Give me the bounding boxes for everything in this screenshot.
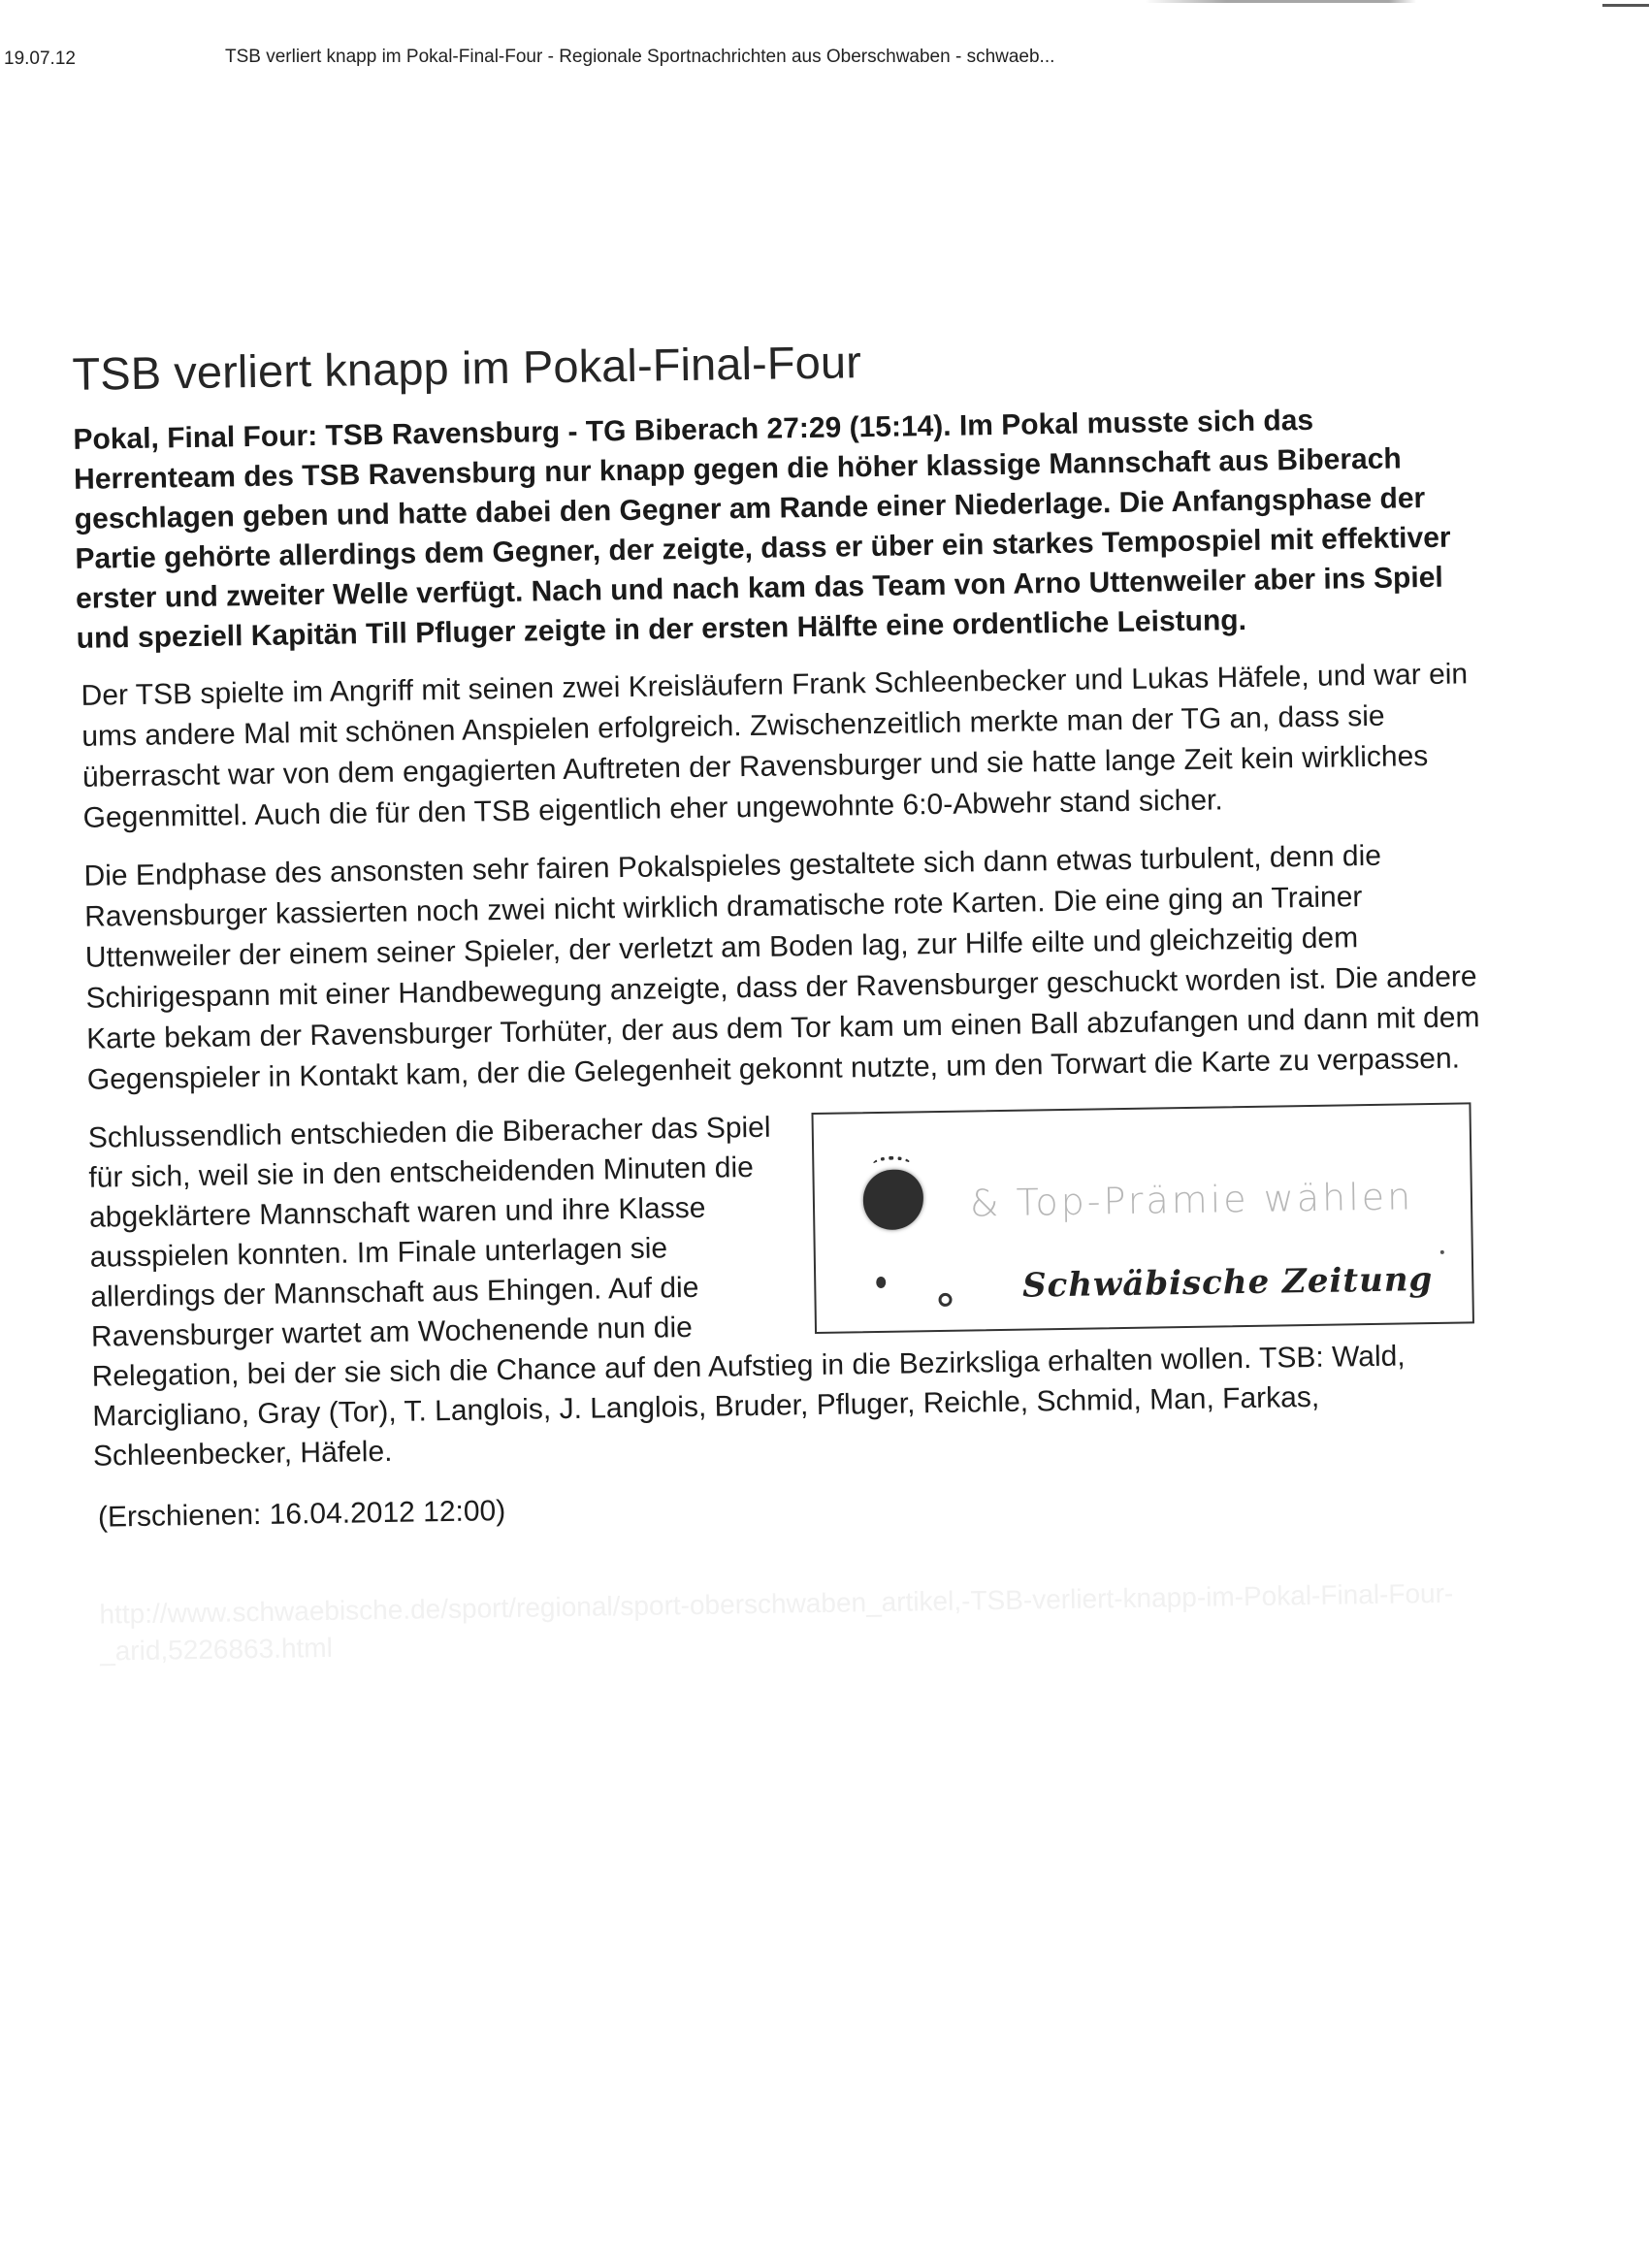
article-closing-section [87,1096,1490,1476]
published-date: (Erschienen: 16.04.2012 12:00) [97,1495,506,1534]
article-lead: Pokal, Final Four: TSB Ravensburg - TG Biberach 27:29 (15:14). Im Pokal musste sich das Herrenteam des TSB Ravensburg nur knapp gegen die höher klassige Mannschaft aus Biberach geschlagen geben und hatte dabei den Gegner am Rande einer Niederlage. Die Anfangsphase der Partie gehörte allerdings dem Gegner, der zeigte, dass er über ein starkes Tempospiel mit effektiver erster und zweiter Welle verfügt. Nach und nach kam das Team von Arno Uttenweiler aber ins Spiel und speziell Kapitän Till Pfluger zeigte in der ersten Hälfte eine ordentliche Leistung. [73,404,1451,655]
print-date: 19.07.12 [4,49,76,69]
scan-edge-top [1145,0,1416,3]
ad-ring-icon [938,1293,952,1307]
ad-speck [1440,1250,1444,1254]
print-header [0,49,1649,78]
subscription-ad[interactable] [811,1102,1473,1334]
article-headline: TSB verliert knapp im Pokal-Final-Four [72,336,862,400]
scan-edge-right [1602,4,1649,7]
article-paragraph-1: Der TSB spielte im Angriff mit seinen zwei Kreisläufern Frank Schleenbecker und Lukas Häfele, und war ein ums andere Mal mit schönen Anspielen erfolgreich. Zwischenzeitlich merkte man der TG an, dass sie überrascht war von dem engagierten Auftreten der Ravensburger und sie hatte lange Zeit kein wirkliches Gegenmittel. Auch die für den TSB eigentlich eher ungewohnte 6:0-Abwehr stand sicher. [81,658,1469,834]
ad-slogan: & Top-Prämie wählen [969,1175,1414,1225]
article-paragraph-2: Die Endphase des ansonsten sehr fairen Pokalspieles gestaltete sich dann etwas turbulent, denn die Ravensburger kassierten noch zwei nicht wirklich dramatische rote Karten. Die eine ging an Trainer Uttenweiler der einem seiner Spieler, der verletzt am Boden lag, zur Hilfe eilte und gleichzeitig dem Schirigespann mit einer Handbewegung anzeigte, dass der Ravensburger geschuckt worden ist. Die andere Karte bekam der Ravensburger Torhüter, der aus dem Tor kam um einen Ball abzufangen und dann mit dem Gegenspieler in Kontakt kam, der die Gelegenheit gekonnt nutzte, um den Torwart die Karte zu verpassen. [83,839,1480,1096]
ink-blot-logo-icon [862,1169,923,1230]
article [68,325,1514,1670]
ad-brand-logo: Schwäbische Zeitung [1021,1260,1434,1306]
print-page-title: TSB verliert knapp im Pokal-Final-Four - Regionale Sportnachrichten aus Oberschwaben - schwaeb... [225,47,1055,67]
ad-dot-icon [876,1277,886,1288]
article-url[interactable]: http://www.schwaebische.de/sport/regional/sport-oberschwaben_artikel,-TSB-verliert-knapp-im-Pokal-Final-Four-_arid,5226863.html [99,1577,1454,1667]
article-paragraph-3: Schlussendlich entschieden die Biberacher das Spiel für sich, weil sie in den entscheidenden Minuten die abgeklärtere Mannschaft waren und ihre Klasse ausspielen konnten. Im Finale unterlagen sie allerdings der Mannschaft aus Ehingen. Auf die Ravensburger wartet am Wochenende nun die Relegation, bei der sie sich die Chance auf den Aufstieg in die Bezirksliga erhalten wollen. TSB: Wald, Marcigliano, Gray (Tor), T. Langlois, J. Langlois, Bruder, Pfluger, Reichle, Schmid, Man, Farkas, Schleenbecker, Häfele. [87,1111,1406,1473]
